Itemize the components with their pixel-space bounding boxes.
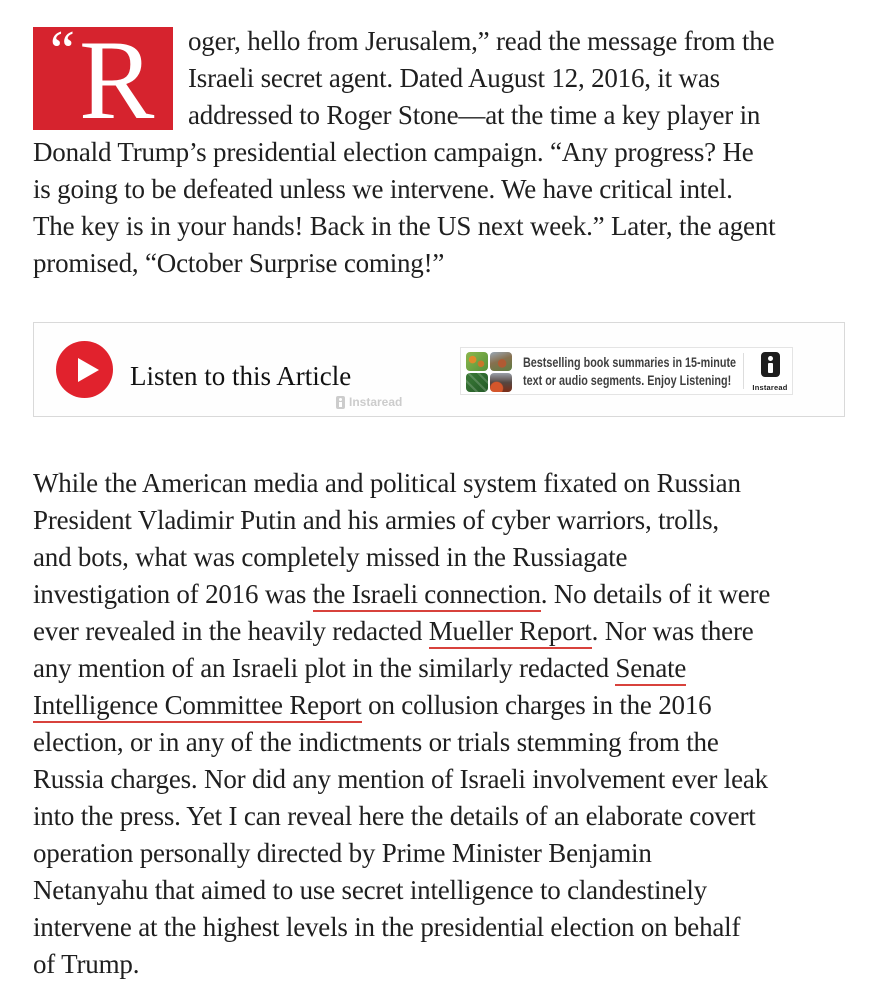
text-line xyxy=(33,650,845,687)
text-line xyxy=(33,134,845,171)
ad-text-line1: Bestselling book summaries in 15-minute xyxy=(523,355,737,370)
text-segment: Donald Trump’s presidential election campaign. “Any progress? He xyxy=(33,137,754,167)
text-segment: operation personally directed by Prime Minister Benjamin xyxy=(33,838,652,868)
ad-thumbnail-leaves xyxy=(466,373,488,392)
text-segment: promised, “October Surprise coming!” xyxy=(33,248,445,278)
text-segment: Netanyahu that aimed to use secret intelligence to clandestinely xyxy=(33,875,707,905)
play-icon xyxy=(78,358,99,382)
text-line xyxy=(33,724,845,761)
text-segment: addressed to Roger Stone—at the time a key player in xyxy=(188,100,761,130)
text-line xyxy=(33,576,845,613)
text-segment: ever revealed in the heavily redacted xyxy=(33,616,429,646)
text-line xyxy=(33,872,845,909)
opening-paragraph xyxy=(33,18,845,282)
instaread-attribution[interactable] xyxy=(336,395,402,409)
text-line xyxy=(33,946,845,983)
text-line xyxy=(33,539,845,576)
instaread-logo-icon xyxy=(761,352,780,377)
ad-thumbnail-volcano xyxy=(490,373,512,392)
text-segment: on collusion charges in the 2016 xyxy=(361,690,712,720)
ad-text xyxy=(523,354,736,390)
inline-link[interactable]: Senate xyxy=(615,653,686,686)
text-line xyxy=(33,761,845,798)
text-segment: . No details of it were xyxy=(540,579,771,609)
instaread-ad-banner[interactable] xyxy=(460,347,793,395)
text-line xyxy=(33,835,845,872)
text-segment: investigation of 2016 was xyxy=(33,579,313,609)
dropcap xyxy=(33,18,173,143)
text-segment: . Nor was there xyxy=(591,616,754,646)
text-segment: intervene at the highest levels in the presidential election on behalf xyxy=(33,912,741,942)
text-segment: The key is in your hands! Back in the US next week.” Later, the agent xyxy=(33,211,776,241)
ad-thumbnail-grid xyxy=(466,352,514,392)
text-segment: and bots, what was completely missed in the Russiagate xyxy=(33,542,628,572)
instaread-mini-text: Instaread xyxy=(349,395,403,409)
second-paragraph xyxy=(33,465,845,983)
instaread-logo xyxy=(749,352,791,392)
play-button[interactable] xyxy=(56,341,113,398)
text-line xyxy=(33,245,845,282)
text-segment: of Trump. xyxy=(33,949,140,979)
text-segment: oger, hello from Jerusalem,” read the message from the xyxy=(188,26,775,56)
text-segment: While the American media and political system fixated on Russian xyxy=(33,468,741,498)
text-segment: President Vladimir Putin and his armies of cyber warriors, trolls, xyxy=(33,505,719,535)
divider xyxy=(743,353,744,389)
listen-label[interactable]: Listen to this Article xyxy=(130,361,352,391)
text-segment: Russia charges. Nor did any mention of Israeli involvement ever leak xyxy=(33,764,768,794)
text-line xyxy=(33,909,845,946)
inline-link[interactable]: the Israeli connection xyxy=(313,579,541,612)
inline-link[interactable]: Intelligence Committee Report xyxy=(33,690,362,723)
ad-text-line2: text or audio segments. Enjoy Listening! xyxy=(523,373,732,388)
instaread-logo-text: Instaread xyxy=(752,383,788,392)
text-line xyxy=(33,613,845,650)
listen-widget xyxy=(33,322,845,417)
text-segment: any mention of an Israeli plot in the similarly redacted xyxy=(33,653,616,683)
text-line xyxy=(33,687,845,724)
text-line xyxy=(33,502,845,539)
text-segment: Israeli secret agent. Dated August 12, 2016, it was xyxy=(188,63,720,93)
instaread-mini-icon xyxy=(336,396,345,409)
inline-link[interactable]: Mueller Report xyxy=(429,616,592,649)
text-line xyxy=(33,171,845,208)
dropcap-quote: “ xyxy=(50,20,75,82)
text-line xyxy=(33,208,845,245)
text-segment: into the press. Yet I can reveal here the details of an elaborate covert xyxy=(33,801,756,831)
ad-thumbnail-musician xyxy=(490,352,512,371)
dropcap-letter: R xyxy=(79,18,155,143)
text-line xyxy=(33,798,845,835)
text-segment: is going to be defeated unless we intervene. We have critical intel. xyxy=(33,174,733,204)
text-line xyxy=(33,465,845,502)
ad-thumbnail-butterflies xyxy=(466,352,488,371)
text-segment: election, or in any of the indictments or trials stemming from the xyxy=(33,727,719,757)
